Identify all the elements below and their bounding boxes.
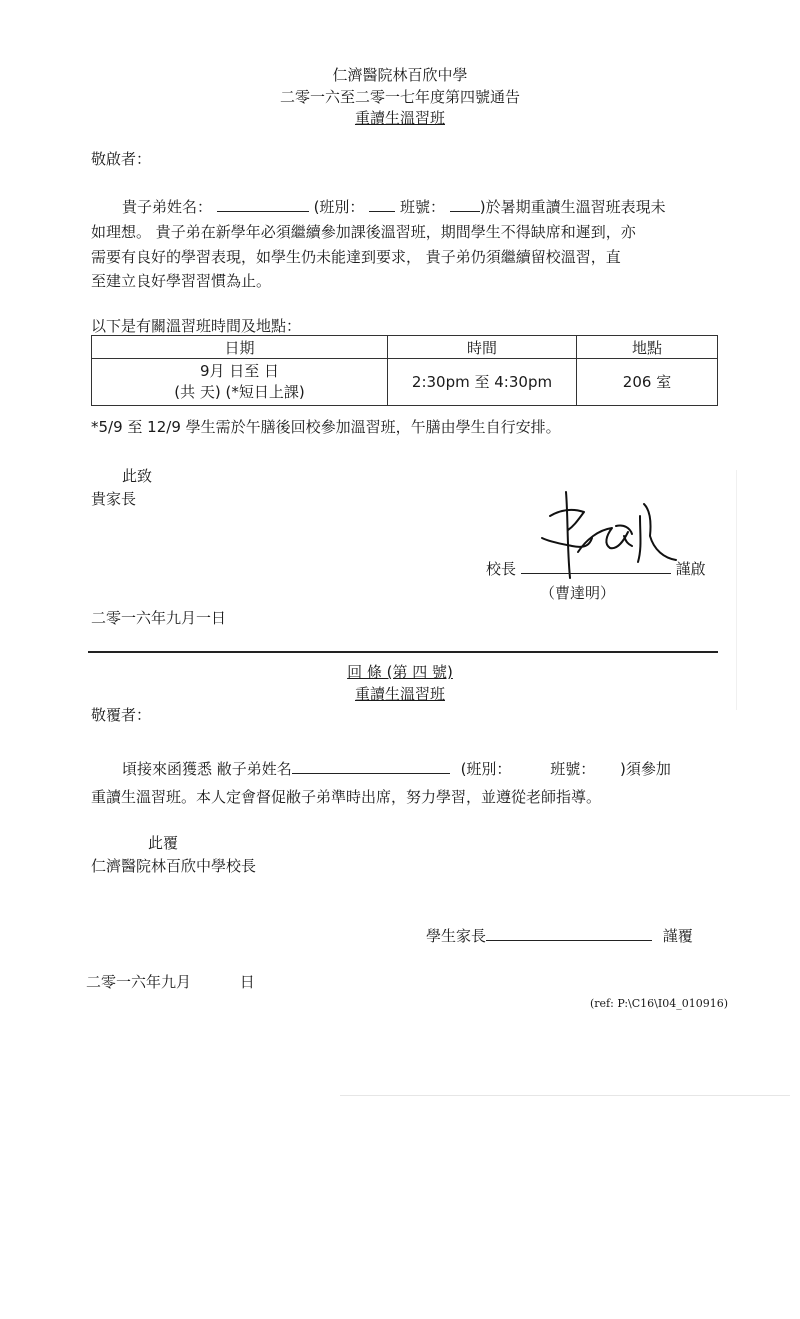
notice-number: 二零一六至二零一七年度第四號通告 (279, 88, 520, 106)
reply-name-label: 頃接來函獲悉 敝子弟姓名 (122, 760, 292, 778)
notice-subject: 重讀生溫習班 (354, 109, 445, 127)
ci-zhi: 此致 (122, 467, 153, 485)
place-cell: 206 室 (577, 359, 718, 406)
signature-line (521, 559, 671, 574)
respect-closing: 謹啟 (675, 560, 706, 578)
body-line-3: 需要有良好的學習表現，如學生仍未能達到要求， 貴子弟仍須繼續留校溫習，直 (91, 248, 621, 266)
ci-fu: 此覆 (148, 834, 179, 852)
recipient: 貴家長 (91, 490, 137, 508)
body-line-4: 至建立良好學習習慣為止。 (91, 272, 272, 290)
table-row (92, 359, 718, 406)
body-line-2: 如理想。 貴子弟在新學年必須繼續參加課後溫習班，期間學生不得缺席和遲到，亦 (91, 223, 636, 241)
header-place: 地點 (577, 336, 718, 359)
body-line-1-tail: )於暑期重讀生溫習班表現未 (479, 198, 666, 216)
header-time: 時間 (388, 336, 577, 359)
reply-line-2: 重讀生溫習班。本人定會督促敝子弟準時出席，努力學習，並遵從老師指導。 (91, 788, 602, 806)
school-name: 仁濟醫院林百欣中學 (332, 66, 468, 84)
salutation: 敬啟者： (91, 150, 152, 168)
schedule-intro: 以下是有關溫習班時間及地點： (91, 317, 302, 335)
date-cell (92, 359, 388, 406)
parent-respect: 謹覆 (662, 927, 693, 945)
parent-sign-line (426, 925, 693, 946)
class-number-label: 班號： (400, 198, 446, 216)
reply-date-month: 二零一六年九月 (86, 973, 192, 991)
reply-subject: 重讀生溫習班 (354, 685, 445, 703)
reply-salutation: 敬覆者： (91, 706, 152, 724)
schedule-note: *5/9 至 12/9 學生需於午膳後回校參加溫習班，午膳由學生自行安排。 (91, 418, 561, 436)
body-line-1 (122, 196, 666, 217)
class-number-blank (450, 197, 480, 212)
scan-artifact-line (340, 1095, 790, 1096)
student-name-blank (217, 197, 309, 212)
date-days: (共 天) (*短日上課) (174, 383, 305, 401)
principal-line (486, 558, 706, 579)
issue-date: 二零一六年九月一日 (91, 609, 227, 627)
principal-name: （曹達明） (540, 584, 616, 602)
reply-line-1-tail: )須參加 (620, 760, 671, 778)
reply-date-day: 日 (239, 973, 255, 991)
parent-signature-blank (486, 926, 652, 941)
table-header-row (92, 336, 718, 359)
scan-artifact-vertical (736, 470, 737, 710)
schedule-table (91, 335, 718, 406)
date-range: 9月 日至 日 (199, 362, 280, 380)
header-date: 日期 (92, 336, 388, 359)
parent-label: 學生家長 (426, 927, 487, 945)
student-name-label: 貴子弟姓名： (122, 198, 213, 216)
reply-title: 回 條 (第 四 號) (347, 663, 453, 681)
reply-date (86, 971, 255, 992)
reference-code: (ref: P:\C16\I04_010916) (590, 997, 728, 1010)
time-cell: 2:30pm 至 4:30pm (388, 359, 577, 406)
reply-class-label: (班別： (460, 760, 512, 778)
principal-label: 校長 (486, 560, 517, 578)
reply-line-1 (122, 758, 671, 779)
class-label: (班別： (313, 198, 365, 216)
reply-name-blank (292, 759, 450, 774)
cut-line-divider (88, 651, 718, 653)
reply-addressee: 仁濟醫院林百欣中學校長 (91, 857, 257, 875)
reply-class-number-label: 班號： (550, 760, 596, 778)
class-blank (369, 197, 395, 212)
